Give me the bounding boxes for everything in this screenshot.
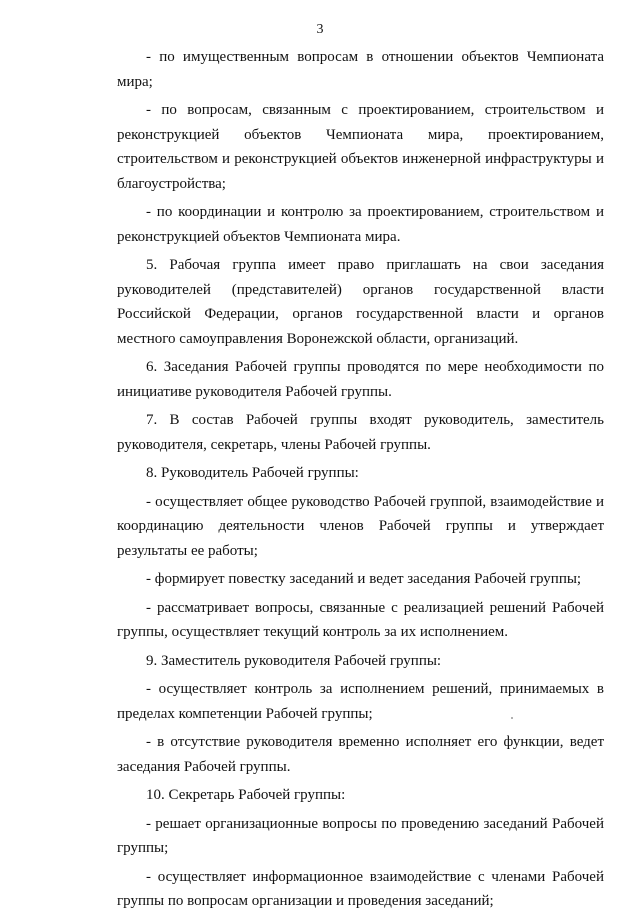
paragraph: 6. Заседания Рабочей группы проводятся по мере необходимости по инициативе руководителя Рабочей группы. bbox=[117, 359, 604, 400]
paragraph: - решает организационные вопросы по проведению заседаний Рабочей группы; bbox=[117, 815, 604, 856]
paragraph: 7. В состав Рабочей группы входят руководитель, заместитель руководителя, секретарь, члены Рабочей группы. bbox=[117, 412, 604, 453]
paragraph: - по координации и контролю за проектированием, строительством и реконструкцией объектов Чемпионата мира. bbox=[117, 204, 604, 245]
paragraph: - рассматривает вопросы, связанные с реализацией решений Рабочей группы, осуществляет текущий контроль за их исполнением. bbox=[117, 599, 604, 640]
paragraph: - осуществляет контроль за исполнением решений, принимаемых в пределах компетенции Рабочей группы; bbox=[117, 681, 604, 722]
scan-speck bbox=[511, 717, 513, 719]
paragraph: 9. Заместитель руководителя Рабочей группы: bbox=[146, 652, 442, 669]
paragraph: - осуществляет информационное взаимодействие с членами Рабочей группы по вопросам организации и проведения заседаний; bbox=[117, 868, 604, 909]
document-body bbox=[117, 45, 604, 918]
paragraph: 5. Рабочая группа имеет право приглашать на свои заседания руководителей (представителей) органов государственной власти Российской Федерации, органов государственной власти и органов местного самоуправления Воронежской области, организаций. bbox=[117, 257, 604, 347]
paragraph: 8. Руководитель Рабочей группы: bbox=[146, 465, 359, 481]
paragraph: - формирует повестку заседаний и ведет заседания Рабочей группы; bbox=[146, 571, 582, 587]
page-number: 3 bbox=[316, 22, 324, 37]
paragraph: - в отсутствие руководителя временно исполняет его функции, ведет заседания Рабочей группы. bbox=[117, 734, 604, 775]
paragraph: - по вопросам, связанным с проектированием, строительством и реконструкцией объектов Чемпионата мира, проектированием, строительством и реконструкцией объектов инженерной инфраструктуры и благоустройства; bbox=[117, 102, 604, 192]
paragraph: 10. Секретарь Рабочей группы: bbox=[146, 787, 346, 803]
paragraph: - осуществляет общее руководство Рабочей группой, взаимодействие и координацию деятельности членов Рабочей группы и утверждает результаты ее работы; bbox=[117, 493, 604, 559]
paragraph: - по имущественным вопросам в отношении объектов Чемпионата мира; bbox=[117, 49, 604, 90]
